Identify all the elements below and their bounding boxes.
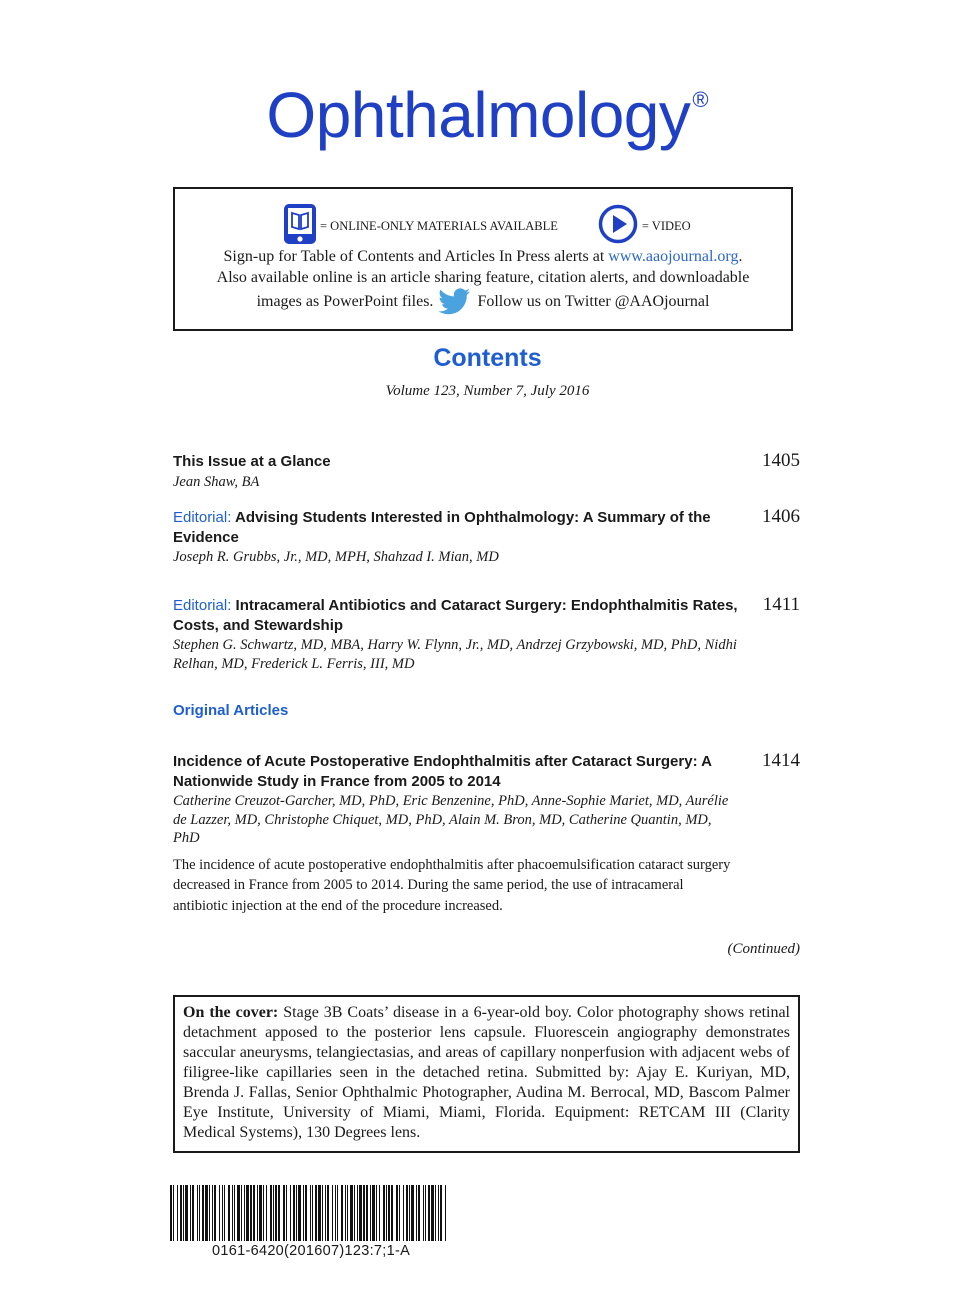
icon-legend bbox=[283, 204, 691, 248]
barcode-bar bbox=[386, 1185, 387, 1241]
barcode-bar bbox=[347, 1185, 348, 1241]
entry-page: 1406 bbox=[762, 506, 800, 527]
barcode-number: 0161-6420(201607)123:7;1-A bbox=[212, 1243, 411, 1259]
barcode-bar bbox=[399, 1185, 400, 1241]
barcode-bar bbox=[219, 1185, 220, 1241]
barcode-bar bbox=[190, 1185, 191, 1241]
barcode-bar bbox=[435, 1185, 436, 1241]
entry-title-text: Advising Students Interested in Ophthalmology: A Summary of the Evidence bbox=[173, 509, 711, 546]
barcode-bar bbox=[363, 1185, 365, 1241]
barcode-bar bbox=[183, 1185, 184, 1241]
cover-text: Stage 3B Coats’ disease in a 6-year-old boy. Color photography shows retinal detachment apposed to the posterior lens capsule. Fluorescein angiography demonstrates saccular aneurysms, telangiectasias, and areas of capillary nonperfusion with adjacent webs of filigree-like capillaries seen in the detached retina. Submitted by: Ajay E. Kuriyan, MD, Brenda J. Fallas, Senior Ophthalmic Photographer, Audina M. Berrocal, MD, Bascom Palmer Eye Institute, University of Miami, Miami, Florida. Equipment: RETCAM III (Clarity Medical Systems), 130 Degrees lens. bbox=[183, 1004, 791, 1141]
barcode-bars bbox=[168, 1185, 450, 1241]
cover-description-box bbox=[173, 995, 800, 1153]
barcode-bar bbox=[445, 1185, 446, 1241]
twitter-bird-icon[interactable] bbox=[437, 288, 471, 323]
barcode-bar bbox=[376, 1185, 377, 1241]
journal-logo: Ophthalmology bbox=[266, 79, 691, 151]
barcode-bar bbox=[388, 1185, 390, 1241]
article-authors: Catherine Creuzot-Garcher, MD, PhD, Eric Benzenine, PhD, Anne-Sophie Mariet, MD, Aurélie de Lazzer, MD, Christophe Chiquet, MD, PhD, Alain M. Bron, MD, Catherine Quantin, MD, PhD bbox=[173, 793, 729, 846]
issue-info: Volume 123, Number 7, July 2016 bbox=[385, 383, 590, 399]
barcode-bar bbox=[192, 1185, 194, 1241]
barcode-bar bbox=[270, 1185, 272, 1241]
contents-title: Contents bbox=[433, 344, 542, 372]
barcode-bar bbox=[266, 1185, 267, 1241]
barcode-bar bbox=[199, 1185, 200, 1241]
barcode-bar bbox=[212, 1185, 213, 1241]
barcode-bar bbox=[170, 1185, 172, 1241]
barcode-bar bbox=[418, 1185, 420, 1241]
barcode-bar bbox=[237, 1185, 240, 1241]
entry-title bbox=[173, 508, 738, 547]
barcode-bar bbox=[303, 1185, 304, 1241]
journal-masthead bbox=[0, 78, 975, 152]
barcode-bar bbox=[273, 1185, 274, 1241]
toc-entry[interactable] bbox=[173, 508, 800, 567]
section-heading: Original Articles bbox=[173, 702, 289, 719]
barcode-bar bbox=[244, 1185, 245, 1241]
barcode-bar bbox=[359, 1185, 362, 1241]
barcode-bar bbox=[222, 1185, 223, 1241]
barcode-bar bbox=[180, 1185, 182, 1241]
barcode-bar bbox=[275, 1185, 277, 1241]
alerts-line-1: Sign-up for Table of Contents and Articles In Press alerts at bbox=[223, 248, 609, 265]
barcode-bar bbox=[202, 1185, 204, 1241]
barcode-bar bbox=[341, 1185, 343, 1241]
barcode-bar bbox=[177, 1185, 178, 1241]
barcode-bar bbox=[214, 1185, 216, 1241]
barcode-bar bbox=[391, 1185, 393, 1241]
barcode-bar bbox=[383, 1185, 385, 1241]
barcode-bar bbox=[296, 1185, 297, 1241]
barcode-bar bbox=[396, 1185, 398, 1241]
article-page: 1414 bbox=[762, 750, 800, 771]
journal-link[interactable]: www.aaojournal.org bbox=[608, 248, 739, 265]
barcode-bar bbox=[283, 1185, 285, 1241]
barcode-bar bbox=[315, 1185, 317, 1241]
barcode-bar bbox=[345, 1185, 346, 1241]
barcode-bar bbox=[259, 1185, 262, 1241]
entry-kind: Editorial: bbox=[173, 509, 232, 526]
barcode-bar bbox=[327, 1185, 329, 1241]
barcode-bar bbox=[286, 1185, 287, 1241]
online-only-label: = ONLINE-ONLY MATERIALS AVAILABLE bbox=[320, 218, 558, 233]
alerts-line-3: images as PowerPoint files. bbox=[256, 293, 434, 310]
barcode-bar bbox=[335, 1185, 336, 1241]
barcode-bar bbox=[290, 1185, 291, 1241]
barcode-bar bbox=[263, 1185, 264, 1241]
entry-title bbox=[173, 596, 738, 635]
play-icon bbox=[598, 204, 638, 248]
barcode-bar bbox=[234, 1185, 235, 1241]
barcode-bar bbox=[409, 1185, 410, 1241]
barcode-bar bbox=[224, 1185, 225, 1241]
barcode-bar bbox=[379, 1185, 380, 1241]
article-abstract: The incidence of acute postoperative endophthalmitis after phacoemulsification cataract surgery decreased in France from 2005 to 2014. During the same period, the use of intracameral antibiotic injection at the end of the procedure increased. bbox=[173, 856, 731, 914]
barcode-bar bbox=[241, 1185, 242, 1241]
barcode-bar bbox=[209, 1185, 210, 1241]
barcode-bar bbox=[257, 1185, 258, 1241]
barcode-bar bbox=[411, 1185, 414, 1241]
barcode-bar bbox=[305, 1185, 307, 1241]
barcode-bar bbox=[440, 1185, 442, 1241]
barcode-bar bbox=[197, 1185, 198, 1241]
cover-label: On the cover: bbox=[183, 1004, 279, 1021]
barcode-bar bbox=[425, 1185, 426, 1241]
barcode-bar bbox=[246, 1185, 249, 1241]
barcode-bar bbox=[438, 1185, 439, 1241]
toc-entry[interactable] bbox=[173, 452, 800, 491]
tablet-icon bbox=[283, 203, 317, 249]
entry-page: 1411 bbox=[762, 594, 800, 615]
entry-page: 1405 bbox=[762, 450, 800, 471]
barcode-bar bbox=[322, 1185, 323, 1241]
barcode-bar bbox=[325, 1185, 326, 1241]
video-label: = VIDEO bbox=[641, 218, 691, 233]
online-info-box bbox=[173, 187, 793, 331]
continued-note: (Continued) bbox=[727, 941, 800, 957]
toc-entry[interactable] bbox=[173, 596, 800, 673]
entry-authors: Stephen G. Schwartz, MD, MBA, Harry W. Flynn, Jr., MD, Andrzej Grzybowski, MD, PhD, Nidhi Relhan, MD, Frederick L. Ferris, III, MD bbox=[173, 637, 737, 672]
barcode-bar bbox=[354, 1185, 355, 1241]
barcode-bar bbox=[366, 1185, 368, 1241]
barcode-bar bbox=[406, 1185, 408, 1241]
barcode-bar bbox=[416, 1185, 417, 1241]
barcode-bar bbox=[205, 1185, 208, 1241]
barcode-bar bbox=[312, 1185, 313, 1241]
entry-title bbox=[173, 452, 738, 472]
barcode-bar bbox=[357, 1185, 358, 1241]
barcode-bar bbox=[318, 1185, 321, 1241]
barcode-bar bbox=[293, 1185, 295, 1241]
entry-authors: Jean Shaw, BA bbox=[173, 473, 260, 490]
barcode-bar bbox=[232, 1185, 233, 1241]
barcode-bar bbox=[310, 1185, 311, 1241]
barcode bbox=[168, 1185, 450, 1259]
barcode-bar bbox=[403, 1185, 404, 1241]
barcode-bar bbox=[337, 1185, 338, 1241]
barcode-bar bbox=[332, 1185, 333, 1241]
article-title: Incidence of Acute Postoperative Endophthalmitis after Cataract Surgery: A Nationwide Study in France from 2005 to 2014 bbox=[173, 753, 712, 790]
barcode-bar bbox=[250, 1185, 252, 1241]
barcode-bar bbox=[370, 1185, 371, 1241]
barcode-bar bbox=[298, 1185, 301, 1241]
alerts-line-1-end: . bbox=[738, 248, 743, 265]
article-entry[interactable] bbox=[173, 752, 800, 916]
twitter-follow-text: Follow us on Twitter @AAOjournal bbox=[477, 293, 710, 310]
barcode-bar bbox=[372, 1185, 375, 1241]
barcode-bar bbox=[173, 1185, 174, 1241]
barcode-bar bbox=[423, 1185, 424, 1241]
barcode-bar bbox=[228, 1185, 230, 1241]
entry-kind: Editorial: bbox=[173, 597, 232, 614]
barcode-bar bbox=[431, 1185, 434, 1241]
registered-mark: ® bbox=[692, 87, 709, 112]
barcode-bar bbox=[253, 1185, 255, 1241]
entry-title-text: This Issue at a Glance bbox=[173, 453, 331, 470]
barcode-bar bbox=[278, 1185, 280, 1241]
entry-title-text: Intracameral Antibiotics and Cataract Surgery: Endophthalmitis Rates, Costs, and Stewardship bbox=[173, 597, 738, 634]
entry-authors: Joseph R. Grubbs, Jr., MD, MPH, Shahzad I. Mian, MD bbox=[173, 549, 499, 565]
barcode-bar bbox=[428, 1185, 430, 1241]
alerts-text bbox=[175, 247, 791, 323]
barcode-bar bbox=[185, 1185, 188, 1241]
alerts-line-2: Also available online is an article sharing feature, citation alerts, and downloadable bbox=[216, 268, 750, 286]
barcode-bar bbox=[350, 1185, 353, 1241]
